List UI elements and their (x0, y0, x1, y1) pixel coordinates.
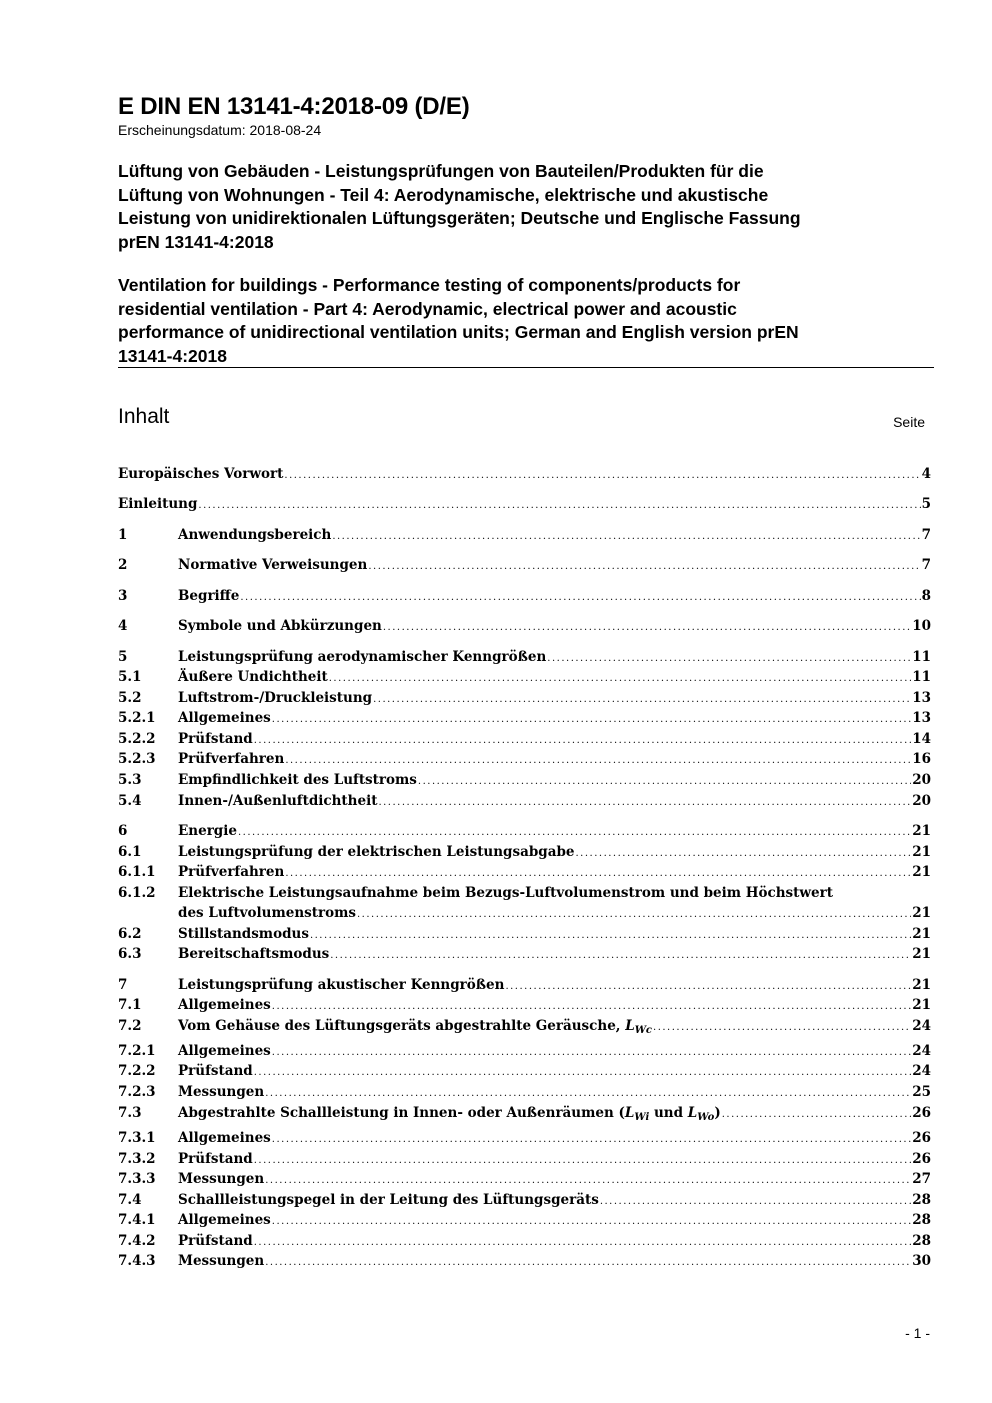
toc-entry-number: 7.2 (118, 1018, 142, 1034)
toc-entry-title: Europäisches Vorwort (118, 466, 284, 482)
toc-entry[interactable] (118, 842, 931, 862)
toc-entry-page: 21 (912, 926, 931, 942)
toc-entry-number: 5.2 (118, 690, 142, 706)
header-divider (118, 367, 934, 368)
toc-entry-title: Allgemeines (178, 1043, 271, 1059)
toc-leader (547, 649, 911, 669)
toc-entry-title: Leistungsprüfung der elektrischen Leistungsabgabe (178, 844, 575, 860)
toc-leader (254, 731, 911, 751)
toc-entry-continuation[interactable] (118, 903, 931, 923)
toc-entry[interactable] (118, 862, 931, 882)
toc-entry[interactable] (118, 883, 931, 903)
toc-entry-title: Elektrische Leistungsaufnahme beim Bezugs-Luftvolumenstrom und beim Höchstwert (178, 885, 833, 901)
toc-entry[interactable] (118, 1103, 931, 1123)
toc-leader (285, 864, 911, 884)
toc-entry-page: 21 (912, 977, 931, 993)
symbol-close-paren: ) (714, 1105, 721, 1121)
toc-entry-number: 7 (118, 977, 128, 993)
toc-entry-page: 26 (912, 1105, 931, 1121)
toc-entry[interactable] (118, 1231, 931, 1251)
toc-entry-page: 28 (912, 1212, 931, 1228)
symbol-l-wc (625, 1018, 652, 1034)
toc-entry-title: Messungen (178, 1171, 265, 1187)
toc-entry-title: Messungen (178, 1084, 265, 1100)
toc-entry-number: 7.2.2 (118, 1063, 156, 1079)
toc-entry[interactable] (118, 1082, 931, 1102)
toc-leader (272, 1130, 911, 1150)
toc-entry[interactable] (118, 770, 931, 790)
toc-entry[interactable] (118, 494, 931, 514)
toc-entry[interactable] (118, 1041, 931, 1061)
toc-entry-page: 27 (912, 1171, 931, 1187)
publication-date: Erscheinungsdatum: 2018-08-24 (118, 122, 322, 138)
toc-entry-title: Prüfstand (178, 1063, 253, 1079)
toc-entry-page: 30 (912, 1253, 931, 1269)
symbol-base: L (625, 1018, 635, 1034)
toc-entry-number: 1 (118, 527, 128, 543)
toc-leader (373, 690, 911, 710)
toc-entry-page: 20 (912, 793, 931, 809)
toc-entry-number: 5.2.2 (118, 731, 156, 747)
toc-entry[interactable] (118, 647, 931, 667)
toc-entry-title: Allgemeines (178, 710, 271, 726)
toc-page-label: Seite (893, 414, 925, 430)
toc-leader (576, 844, 912, 864)
toc-entry[interactable] (118, 729, 931, 749)
toc-entry-title: Prüfverfahren (178, 864, 285, 880)
toc-entry-page: 13 (912, 710, 931, 726)
toc-entry-title: Messungen (178, 1253, 265, 1269)
toc-entry-page: 26 (912, 1130, 931, 1146)
toc-entry-page: 20 (912, 772, 931, 788)
toc-entry[interactable] (118, 464, 931, 484)
toc-leader (284, 466, 920, 486)
toc-entry-number: 7.2.1 (118, 1043, 156, 1059)
toc-entry-number: 3 (118, 588, 128, 604)
toc-entry-number: 7.2.3 (118, 1084, 156, 1100)
toc-entry-title: des Luftvolumenstroms (178, 905, 356, 921)
toc-leader (653, 1018, 911, 1038)
toc-leader (383, 618, 911, 638)
toc-entry[interactable] (118, 749, 931, 769)
toc-leader (198, 496, 920, 516)
toc-entry-title: Prüfstand (178, 1233, 253, 1249)
toc-entry-title: Begriffe (178, 588, 240, 604)
toc-entry-title (178, 1016, 652, 1038)
toc-leader (505, 977, 911, 997)
toc-entry[interactable] (118, 555, 931, 575)
toc-entry-page: 28 (912, 1192, 931, 1208)
toc-leader (285, 751, 911, 771)
toc-entry-title: Allgemeines (178, 1212, 271, 1228)
toc-leader (272, 1212, 911, 1232)
toc-entry-page: 13 (912, 690, 931, 706)
toc-leader (330, 946, 911, 966)
toc-leader (265, 1253, 911, 1273)
toc-entry-number: 7.4.1 (118, 1212, 156, 1228)
toc-entry-title: Bereitschaftsmodus (178, 946, 330, 962)
toc-leader (378, 793, 911, 813)
toc-entry-page: 16 (912, 751, 931, 767)
symbol-connector: und (649, 1105, 688, 1121)
toc-entry-page: 21 (912, 905, 931, 921)
toc-entry-number: 7.3.3 (118, 1171, 156, 1187)
toc-entry-title: Anwendungsbereich (178, 527, 332, 543)
title-english-line: residential ventilation - Part 4: Aerodynamic, electrical power and acoustic (118, 298, 737, 319)
toc-entry-title: Empfindlichkeit des Luftstroms (178, 772, 417, 788)
toc-entry-page: 24 (912, 1063, 931, 1079)
toc-leader (310, 926, 911, 946)
toc-entry-page: 21 (912, 823, 931, 839)
symbol-base: L (687, 1105, 698, 1121)
toc-leader (254, 1063, 911, 1083)
title-english (118, 274, 938, 368)
toc-leader (265, 1171, 911, 1191)
toc-entry[interactable] (118, 1169, 931, 1189)
toc-entry-title: Symbole und Abkürzungen (178, 618, 382, 634)
toc-entry[interactable] (118, 975, 931, 995)
toc-entry-number: 5.3 (118, 772, 142, 788)
toc-leader (254, 1233, 911, 1253)
toc-entry-number: 7.4.2 (118, 1233, 156, 1249)
toc-entry-number: 2 (118, 557, 128, 573)
toc-heading: Inhalt (118, 405, 170, 428)
toc-leader (722, 1105, 911, 1125)
toc-entry-page: 21 (912, 864, 931, 880)
toc-leader (272, 997, 911, 1017)
toc-leader (600, 1192, 911, 1212)
toc-entry[interactable] (118, 708, 931, 728)
toc-entry-page: 24 (912, 1043, 931, 1059)
toc-entry-page: 21 (912, 844, 931, 860)
symbol-subscript: Wc (634, 1025, 653, 1036)
toc-entry-page: 21 (912, 997, 931, 1013)
toc-entry-page: 21 (912, 946, 931, 962)
toc-entry[interactable] (118, 1149, 931, 1169)
toc-entry-number: 6.1.2 (118, 885, 156, 901)
toc-entry-number: 6.3 (118, 946, 142, 962)
toc-entry[interactable] (118, 1128, 931, 1148)
toc-entry-title: Leistungsprüfung aerodynamischer Kenngrößen (178, 649, 547, 665)
toc-entry-title: Stillstandsmodus (178, 926, 309, 942)
toc-entry-title-text: Vom Gehäuse des Lüftungsgeräts abgestrahlte Geräusche, (178, 1018, 626, 1034)
toc-entry-number: 7.4 (118, 1192, 142, 1208)
toc-entry-page: 8 (921, 588, 931, 604)
title-english-line: 13141-4:2018 (118, 345, 227, 366)
toc-leader (357, 905, 911, 925)
toc-entry[interactable] (118, 616, 931, 636)
toc-entry[interactable] (118, 1190, 931, 1210)
toc-leader (240, 588, 920, 608)
toc-leader (272, 710, 911, 730)
toc-entry[interactable] (118, 944, 931, 964)
toc-leader (265, 1084, 911, 1104)
symbol-l-wi (625, 1105, 649, 1121)
toc-entry[interactable] (118, 667, 931, 687)
toc-entry-number: 4 (118, 618, 128, 634)
toc-entry-page: 4 (921, 466, 931, 482)
toc-entry-title: Leistungsprüfung akustischer Kenngrößen (178, 977, 505, 993)
toc-entry-title: Normative Verweisungen (178, 557, 368, 573)
toc-entry-page: 26 (912, 1151, 931, 1167)
toc-entry-title: Allgemeines (178, 1130, 271, 1146)
title-german-line: prEN 13141-4:2018 (118, 231, 274, 252)
toc-entry-page: 10 (912, 618, 931, 634)
symbol-subscript: Wo (697, 1112, 715, 1123)
toc-entry-title: Schallleistungspegel in der Leitung des Lüftungsgeräts (178, 1192, 599, 1208)
toc-entry-title: Allgemeines (178, 997, 271, 1013)
toc-entry[interactable] (118, 924, 931, 944)
toc-leader (332, 527, 920, 547)
symbol-subscript: Wi (634, 1112, 650, 1123)
toc-entry-page: 25 (912, 1084, 931, 1100)
toc-entry-number: 7.3.1 (118, 1130, 156, 1146)
toc-entry-page: 14 (912, 731, 931, 747)
toc-leader (329, 669, 911, 689)
document-id: E DIN EN 13141-4:2018-09 (D/E) (118, 93, 470, 120)
toc-entry-title: Prüfstand (178, 731, 253, 747)
toc-entry-number: 5.2.1 (118, 710, 156, 726)
toc-entry-number: 5.2.3 (118, 751, 156, 767)
toc-entry-page: 5 (921, 496, 931, 512)
toc-entry-number: 7.3 (118, 1105, 142, 1121)
toc-leader (272, 1043, 911, 1063)
toc-entry-number: 5 (118, 649, 128, 665)
toc-entry-number: 6 (118, 823, 128, 839)
title-english-line: performance of unidirectional ventilation units; German and English version prEN (118, 322, 799, 342)
title-english-line: Ventilation for buildings - Performance testing of components/products for (118, 275, 741, 295)
toc-entry-title: Innen-/Außenluftdichtheit (178, 793, 378, 809)
page-number: - 1 - (905, 1325, 930, 1341)
symbol-base: L (624, 1105, 635, 1121)
toc-entry-page: 7 (921, 527, 931, 543)
toc-entry[interactable] (118, 821, 931, 841)
toc-entry[interactable] (118, 995, 931, 1015)
title-german (118, 160, 938, 254)
toc-leader (418, 772, 911, 792)
toc-entry-number: 6.1.1 (118, 864, 156, 880)
toc-entry-title: Äußere Undichtheit (178, 669, 328, 685)
toc-entry-title: Prüfverfahren (178, 751, 285, 767)
title-german-line: Leistung von unidirektionalen Lüftungsgeräten; Deutsche und Englische Fassung (118, 208, 801, 228)
toc-leader (368, 557, 920, 577)
toc-entry[interactable] (118, 688, 931, 708)
toc-entry-page: 11 (912, 649, 931, 665)
toc-entry-title-text: Abgestrahlte Schallleistung in Innen- oder Außenräumen ( (178, 1105, 625, 1121)
title-german-line: Lüftung von Wohnungen - Teil 4: Aerodynamische, elektrische und akustische (118, 184, 769, 205)
toc-entry[interactable] (118, 586, 931, 606)
toc-entry[interactable] (118, 1210, 931, 1230)
toc-entry-number: 7.3.2 (118, 1151, 156, 1167)
toc-entry-title: Luftstrom-/Druckleistung (178, 690, 373, 706)
toc-entry[interactable] (118, 525, 931, 545)
toc-entry-title: Einleitung (118, 496, 198, 512)
symbol-l-wo (688, 1105, 715, 1121)
toc-entry-page: 11 (912, 669, 931, 685)
toc-entry[interactable] (118, 1016, 931, 1036)
title-german-line: Lüftung von Gebäuden - Leistungsprüfungen von Bauteilen/Produkten für die (118, 161, 764, 181)
toc-entry-number: 7.4.3 (118, 1253, 156, 1269)
toc-leader (238, 823, 911, 843)
toc-entry-page: 24 (912, 1018, 931, 1034)
toc-entry-number: 5.1 (118, 669, 142, 685)
toc-entry-page: 28 (912, 1233, 931, 1249)
toc-entry[interactable] (118, 1251, 931, 1271)
toc-entry-number: 7.1 (118, 997, 142, 1013)
toc-entry-number: 6.1 (118, 844, 142, 860)
toc-entry-title (178, 1103, 721, 1125)
toc-entry-number: 6.2 (118, 926, 142, 942)
toc-leader (254, 1151, 911, 1171)
toc-entry-title: Energie (178, 823, 237, 839)
toc-entry[interactable] (118, 1061, 931, 1081)
toc-entry-page: 7 (921, 557, 931, 573)
toc-entry[interactable] (118, 791, 931, 811)
toc-entry-title: Prüfstand (178, 1151, 253, 1167)
toc-entry-number: 5.4 (118, 793, 142, 809)
